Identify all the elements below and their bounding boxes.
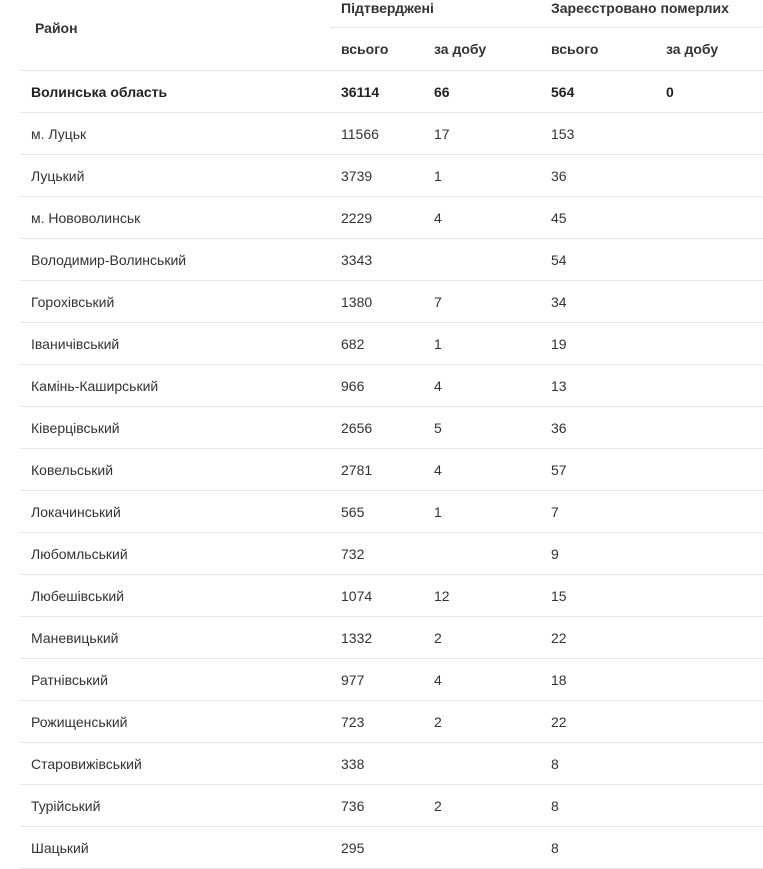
- table-row: [20, 407, 763, 449]
- table-row: [20, 701, 763, 743]
- deaths-per-day-header: за добу: [666, 41, 719, 57]
- deaths-total-cell: 13: [551, 378, 567, 394]
- confirmed-total-header: всього: [341, 41, 389, 57]
- table-row: [20, 239, 763, 281]
- confirmed-per-day-cell: 12: [434, 588, 450, 604]
- confirmed-total-cell: 1380: [341, 294, 373, 310]
- table-row: [20, 617, 763, 659]
- table-row: [20, 197, 763, 239]
- confirmed-total-cell: 1074: [341, 588, 373, 604]
- region-column-header: Район: [35, 20, 78, 36]
- region-name-cell: Турійський: [31, 798, 101, 814]
- deaths-total-cell: 22: [551, 630, 567, 646]
- confirmed-per-day-cell: 4: [434, 672, 442, 688]
- table-row: [20, 155, 763, 197]
- confirmed-per-day-cell: 7: [434, 294, 442, 310]
- region-name-cell: Ратнівський: [31, 672, 108, 688]
- region-name-cell: Ковельський: [31, 462, 114, 478]
- region-name-cell: Маневицький: [31, 630, 119, 646]
- deaths-column-header: Зареєстровано померлих: [551, 0, 729, 16]
- deaths-total-cell: 45: [551, 210, 567, 226]
- region-name-cell: Локачинський: [31, 504, 121, 520]
- table-row: [20, 113, 763, 155]
- region-name-cell: Володимир-Волинський: [31, 252, 187, 268]
- confirmed-per-day-cell: 2: [434, 714, 442, 730]
- confirmed-total-cell: 3343: [341, 252, 373, 268]
- confirmed-per-day-cell: 5: [434, 420, 442, 436]
- confirmed-total-cell: 295: [341, 840, 365, 856]
- confirmed-per-day-cell: 1: [434, 504, 442, 520]
- header-divider: [330, 27, 763, 28]
- deaths-total-cell: 9: [551, 546, 559, 562]
- region-name-cell: м. Луцьк: [31, 126, 87, 142]
- region-name-cell: Любешівський: [31, 588, 125, 604]
- deaths-total-header: всього: [551, 41, 599, 57]
- confirmed-per-day-cell: 4: [434, 462, 442, 478]
- confirmed-total-cell: 2656: [341, 420, 373, 436]
- confirmed-per-day-cell: 66: [434, 84, 450, 100]
- deaths-total-cell: 36: [551, 420, 567, 436]
- confirmed-total-cell: 2781: [341, 462, 373, 478]
- deaths-total-cell: 8: [551, 798, 559, 814]
- deaths-per-day-cell: 0: [666, 84, 674, 100]
- confirmed-total-cell: 2229: [341, 210, 373, 226]
- region-name-cell: Камінь-Каширський: [31, 378, 159, 394]
- confirmed-total-cell: 977: [341, 672, 365, 688]
- region-name-cell: Горохівський: [31, 294, 115, 310]
- confirmed-total-cell: 36114: [341, 84, 380, 100]
- region-name-cell: м. Нововолинськ: [31, 210, 141, 226]
- confirmed-total-cell: 723: [341, 714, 365, 730]
- table-row: [20, 575, 763, 617]
- confirmed-per-day-cell: 1: [434, 336, 442, 352]
- confirmed-per-day-cell: 2: [434, 798, 442, 814]
- deaths-total-cell: 22: [551, 714, 567, 730]
- confirmed-column-header: Підтверджені: [341, 0, 434, 16]
- confirmed-total-cell: 565: [341, 504, 365, 520]
- covid-stats-table: [20, 0, 763, 869]
- deaths-total-cell: 54: [551, 252, 567, 268]
- confirmed-per-day-header: за добу: [434, 41, 487, 57]
- table-row: [20, 827, 763, 869]
- table-row: [20, 365, 763, 407]
- deaths-total-cell: 19: [551, 336, 567, 352]
- deaths-total-cell: 34: [551, 294, 567, 310]
- table-row: [20, 281, 763, 323]
- confirmed-total-cell: 736: [341, 798, 365, 814]
- table-row: [20, 533, 763, 575]
- table-row-total: [20, 71, 763, 113]
- confirmed-per-day-cell: 4: [434, 378, 442, 394]
- region-name-cell: Луцький: [31, 168, 85, 184]
- confirmed-total-cell: 338: [341, 756, 365, 772]
- table-row: [20, 659, 763, 701]
- table-row: [20, 491, 763, 533]
- confirmed-total-cell: 1332: [341, 630, 373, 646]
- table-body: [20, 71, 763, 869]
- region-name-cell: Рожищенський: [31, 714, 128, 730]
- confirmed-total-cell: 966: [341, 378, 365, 394]
- table-header: [20, 0, 763, 71]
- region-name-cell: Волинська область: [31, 84, 168, 100]
- confirmed-total-cell: 732: [341, 546, 365, 562]
- confirmed-per-day-cell: 17: [434, 126, 450, 142]
- deaths-total-cell: 15: [551, 588, 567, 604]
- region-name-cell: Старовижівський: [31, 756, 142, 772]
- deaths-total-cell: 7: [551, 504, 559, 520]
- deaths-total-cell: 564: [551, 84, 575, 100]
- region-name-cell: Ківерцівський: [31, 420, 120, 436]
- deaths-total-cell: 8: [551, 840, 559, 856]
- deaths-total-cell: 36: [551, 168, 567, 184]
- region-name-cell: Шацький: [31, 840, 89, 856]
- table-row: [20, 449, 763, 491]
- confirmed-per-day-cell: 4: [434, 210, 442, 226]
- table-row: [20, 743, 763, 785]
- deaths-total-cell: 18: [551, 672, 567, 688]
- deaths-total-cell: 8: [551, 756, 559, 772]
- confirmed-per-day-cell: 2: [434, 630, 442, 646]
- confirmed-per-day-cell: 1: [434, 168, 442, 184]
- confirmed-total-cell: 11566: [341, 126, 379, 142]
- region-name-cell: Іваничівський: [31, 336, 120, 352]
- table-row: [20, 785, 763, 827]
- confirmed-total-cell: 3739: [341, 168, 373, 184]
- deaths-total-cell: 57: [551, 462, 567, 478]
- confirmed-total-cell: 682: [341, 336, 365, 352]
- table-row: [20, 323, 763, 365]
- region-name-cell: Любомльський: [31, 546, 128, 562]
- deaths-total-cell: 153: [551, 126, 575, 142]
